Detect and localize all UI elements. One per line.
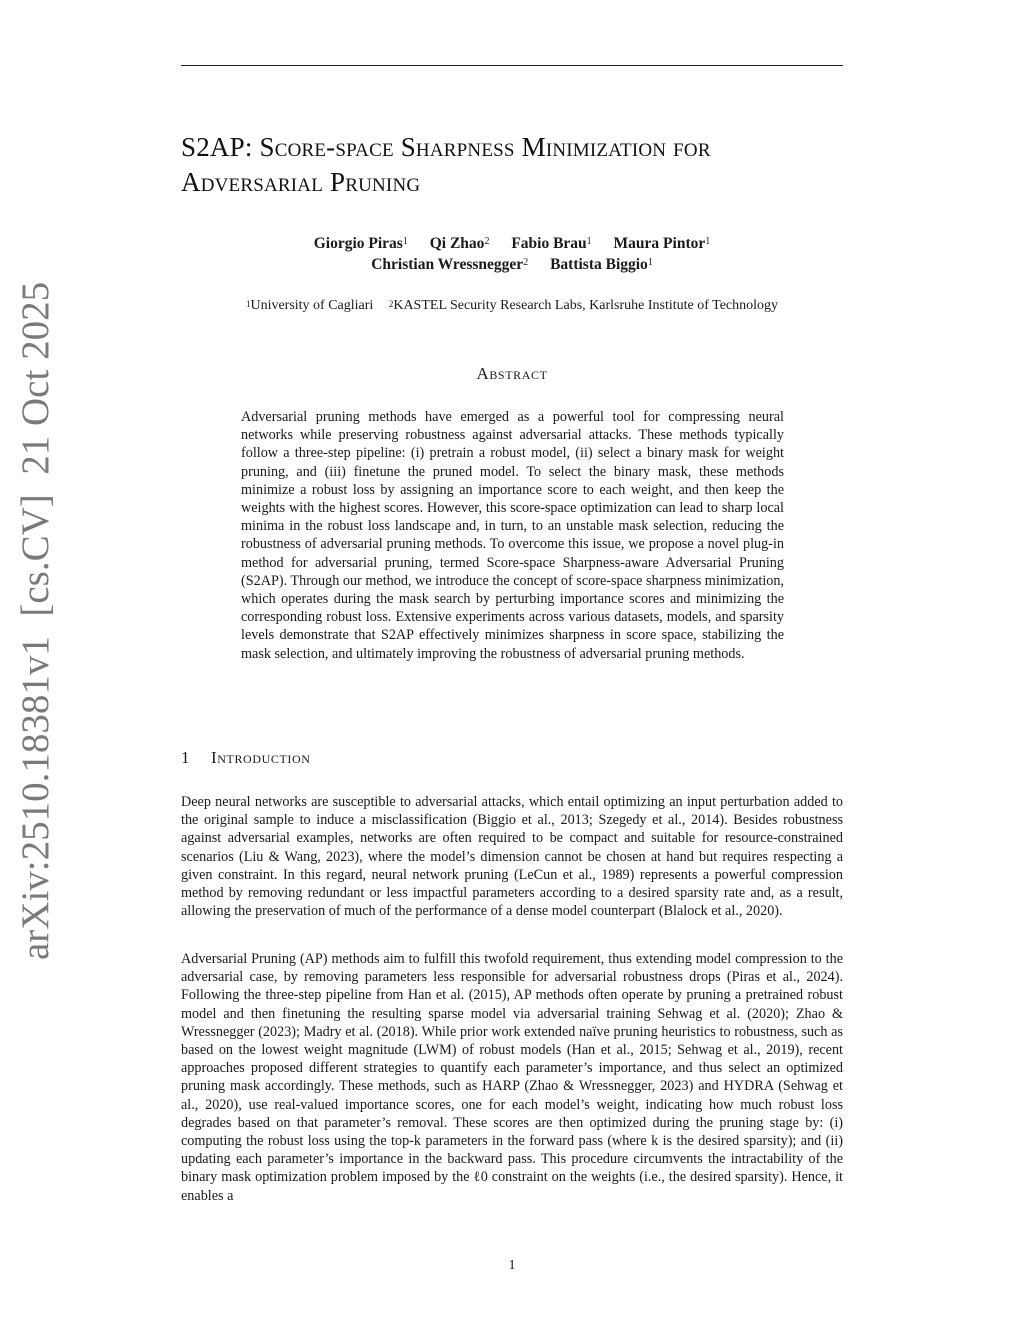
author-name: Battista Biggio	[550, 256, 648, 273]
affiliations	[181, 297, 843, 315]
paragraph: Adversarial Pruning (AP) methods aim to fulfill this twofold requirement, thus extending model compression to the adversarial case, by removing parameters less responsible for adversarial robustness drops (Piras et al., 2024). Following the three-step pipeline from Han et al. (2015), AP methods often operate by pruning a pretrained robust model and then finetuning the resulting sparse model via adversarial training Sehwag et al. (2020); Zhao & Wressnegger (2023); Madry et al. (2018). While prior work extended naïve pruning heuristics to robustness, such as based on the lowest weight magnitude (LWM) of robust models (Han et al., 2015; Sehwag et al., 2019), recent approaches proposed different strategies to quantify each parameter’s importance, and thus select an optimized pruning mask accordingly. These methods, such as HARP (Zhao & Wressnegger, 2023) and HYDRA (Sehwag et al., 2020), use real-valued importance scores, one for each model’s weight, indicating how much robust loss degrades based on that parameter’s removal. These scores are then optimized during the pruning stage by: (i) computing the robust loss using the top-k parameters in the forward pass (where k is the desired sparsity); and (ii) updating each parameter’s importance in the backward pass. This procedure circumvents the intractability of the binary mask optimization problem imposed by the ℓ0 constraint on the weights (i.e., the desired sparsity). Hence, it enables a	[181, 951, 843, 1204]
author	[614, 233, 711, 254]
author	[371, 254, 528, 275]
author-name: Giorgio Piras	[313, 235, 403, 252]
affiliation-mark: 1	[586, 236, 592, 247]
author-list	[181, 233, 843, 275]
affiliation-text: University of Cagliari	[250, 298, 374, 313]
author-name: Maura Pintor	[613, 235, 706, 252]
affiliation-mark: 1	[647, 257, 653, 268]
paragraph: Deep neural networks are susceptible to adversarial attacks, which entail optimizing an input perturbation added to the original sample to induce a misclassification (Biggio et al., 2013; Szegedy et al., 2014). Besides robustness against adversarial examples, networks are often required to be compact and suitable for resource-constrained scenarios (Liu & Wang, 2023), where the model’s dimension cannot be chosen at hand but requires respecting a given constraint. In this regard, neural network pruning (LeCun et al., 1989) represents a powerful compression method by removing redundant or less impactful parameters according to a desired sparsity rate and, as a result, allowing the preservation of much of the performance of a dense model counterpart (Blalock et al., 2020).	[181, 794, 843, 920]
author-name: Christian Wressnegger	[371, 256, 524, 273]
author	[314, 233, 408, 254]
affiliation-mark: 2	[388, 299, 394, 309]
author	[430, 233, 490, 254]
affiliation	[389, 297, 778, 315]
affiliation-mark: 1	[245, 299, 251, 309]
author-name: Qi Zhao	[429, 235, 485, 252]
author-row-1	[181, 233, 843, 254]
affiliation-mark: 1	[705, 236, 711, 247]
affiliation-mark: 1	[402, 236, 408, 247]
author-row-2	[181, 254, 843, 275]
affiliation-text: KASTEL Security Research Labs, Karlsruhe Institute of Technology	[393, 298, 779, 313]
section-title: Introduction	[211, 748, 311, 767]
title-line-2: Adversarial Pruning	[181, 167, 421, 197]
author-name: Fabio Brau	[511, 235, 587, 252]
affiliation-mark: 2	[523, 257, 529, 268]
page-number: 1	[508, 1258, 516, 1273]
abstract-heading: Abstract	[476, 364, 548, 383]
author	[550, 254, 653, 275]
title-line-1: S2AP: Score-space Sharpness Minimization for	[181, 132, 711, 162]
affiliation-mark: 2	[484, 236, 490, 247]
section-heading	[181, 748, 311, 768]
header-rule	[181, 65, 843, 66]
section-number: 1	[181, 748, 191, 767]
abstract-body: Adversarial pruning methods have emerged as a powerful tool for compressing neural networks while preserving robustness against adversarial attacks. These methods typically follow a three-step pipeline: (i) pretrain a robust model, (ii) select a binary mask for weight pruning, and (iii) finetune the pruned model. To select the binary mask, these methods minimize a robust loss by assigning an importance score to each weight, and then keep the weights with the highest scores. However, this score-space optimization can lead to sharp local minima in the robust loss landscape and, in turn, to an unstable mask selection, reducing the robustness of adversarial pruning methods. To overcome this issue, we propose a novel plug-in method for adversarial pruning, termed Score-space Sharpness-aware Adversarial Pruning (S2AP). Through our method, we introduce the concept of score-space sharpness minimization, which operates during the mask search by perturbing importance scores and minimizing the corresponding robust loss. Extensive experiments across various datasets, models, and sparsity levels demonstrate that S2AP effectively minimizes sharpness in score space, stabilizing the mask selection, and ultimately improving the robustness of adversarial pruning methods.	[241, 409, 784, 662]
paper-title	[181, 130, 861, 200]
author	[511, 233, 591, 254]
arxiv-identifier-stamp: arXiv:2510.18381v1 [cs.CV] 21 Oct 2025	[14, 281, 57, 960]
affiliation	[246, 297, 373, 315]
